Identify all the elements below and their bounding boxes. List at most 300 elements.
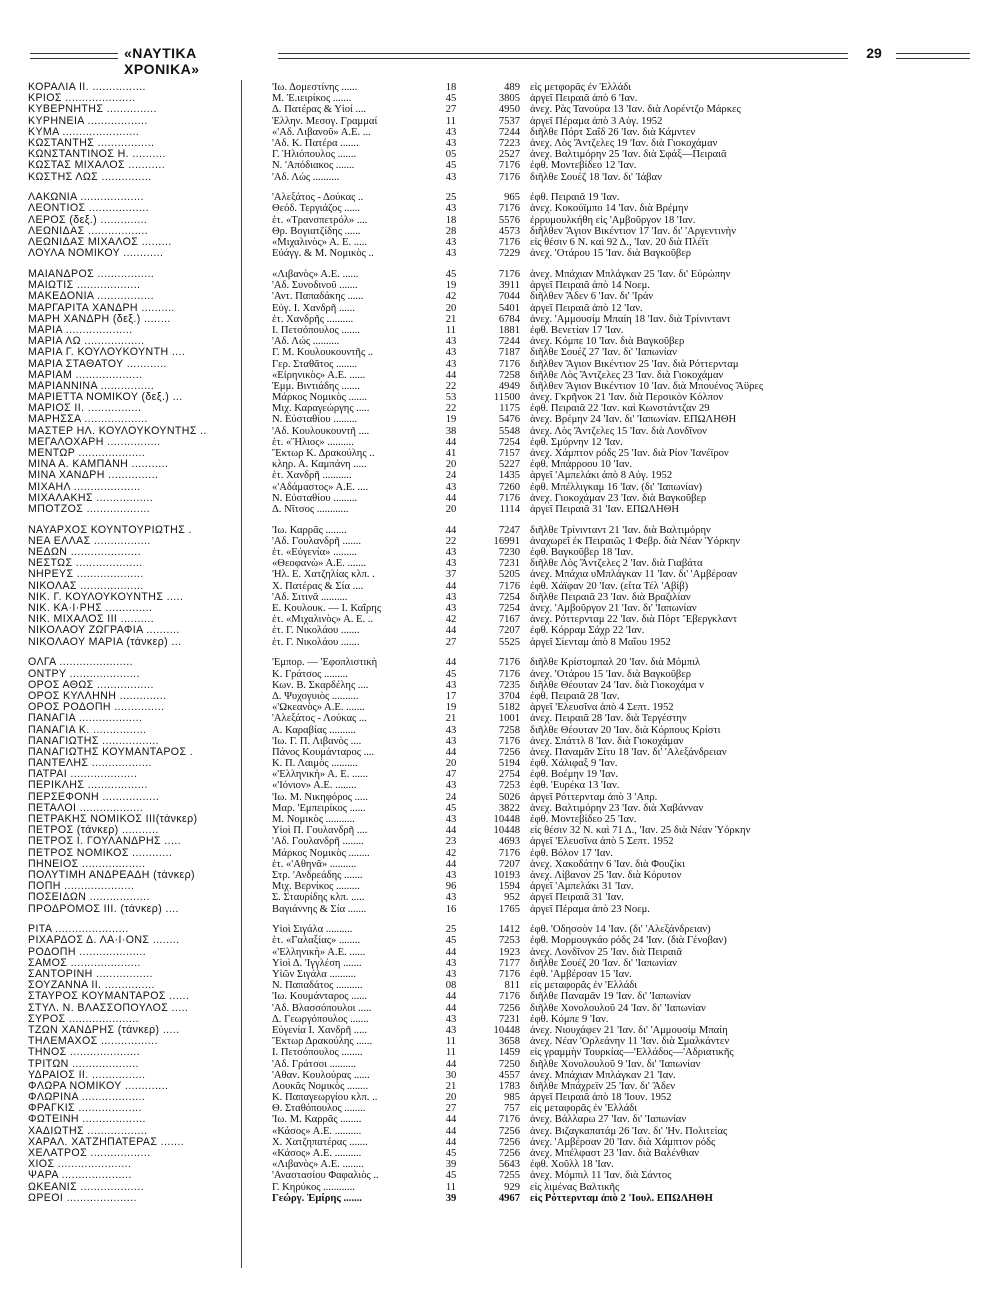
ship-movement: διῆλθε Χονολουλοῦ 9 'Ιαν. δι' 'Ιαπωνίαν [530,1058,701,1070]
ship-movement: διῆλθε Θέουταν 24 'Ιαν. διὰ Γιοκοχάμα ν [530,679,704,691]
ship-tonnage: 1923 [498,946,520,958]
ship-name: ΚΟΡΑΛΙΑ ΙΙ. ................ [28,82,146,93]
ship-name: ΝΗΡΕΥΣ .................... [28,569,144,581]
ship-year: 43 [445,869,457,881]
ship-owner: Κ. Γράτσος ......... [272,668,348,680]
ship-name: ΜΑΡΙΑ ΛΩ .................. [28,336,145,348]
ship-movement: ἀνεχ. Σπάττλ 8 'Ιαν. διὰ Γιοκοχάμαν [530,735,684,747]
ship-tonnage: 7258 [498,369,520,381]
ship-owner: Γ. Ἡλιόπουλος ....... [272,149,357,161]
ship-owner: Πάνος Κουμάνταρος .... [272,746,375,758]
table-row [28,504,978,515]
table-row [28,859,978,870]
ship-name: ΝΙΚΟΛΑΟΥ ΜΑΡΙΑ (τάνκερ) ... [28,636,182,648]
ship-movement: ἀνεχ. Γιοκοχάμαν 23 'Ιαν. διὰ Βαγκοῦβερ [530,492,707,504]
ship-movement: ἐφθ. 'Οδησσὸν 14 'Ιαν. (δι' 'Αλεξάνδρειαν) [530,924,711,936]
ship-year: 44 [445,991,457,1003]
ship-year: 45 [445,935,457,947]
table-row [28,248,978,259]
ship-movement: ἐφθ. Χάλιφαξ 9 'Ιαν. [530,758,618,770]
ship-year: 21 [445,313,457,325]
ship-owner: «Θεοφανὼ» Α.Ε. ....... [272,558,367,570]
ship-tonnage: 6784 [498,313,520,325]
ship-movement: ἐφθ. Βοέμην 19 'Ιαν. [530,769,619,781]
ship-name: ΣΟΥΖΑΝΝΑ ΙΙ. ............... [28,980,155,992]
ship-year: 44 [445,492,457,504]
ship-tonnage: 7044 [498,291,520,303]
ship-tonnage: 7176 [498,171,520,183]
ship-owner: Εὐγενία Ι. Χανδρῆ ..... [272,1024,368,1036]
ship-tonnage: 4950 [498,104,520,116]
table-row [28,881,978,892]
alphabetical-group [28,269,978,515]
ship-name: ΠΕΡΙΚΛΗΣ .................. [28,780,148,792]
ship-year: 25 [445,192,457,204]
table-row [28,116,978,127]
ship-year: 44 [445,746,457,758]
ship-owner: «Κάσος» Α.Ε. .......... [272,1148,362,1160]
table-row [28,437,978,448]
ship-movement: ἀνεχ. 'Οτάρου 15 'Ιαν. διὰ Βαγκοῦβερ [530,668,692,680]
ship-tonnage: 3911 [499,280,520,292]
ship-owner: ἑτ. Χανδρῆ ........... [272,470,352,482]
ship-name: ΠΕΤΑΛΟΙ ................... [28,802,144,814]
ship-movement: ἐφθ. Βόλον 17 'Ιαν. [530,847,613,859]
ship-tonnage: 2754 [498,769,520,781]
table-row [28,403,978,414]
ship-year: 43 [445,481,457,493]
ship-year: 44 [445,1125,457,1137]
ship-year: 43 [445,547,457,559]
ship-name: ΣΤΥΛ. Ν. ΒΛΑΣΣΟΠΟΥΛΟΣ ..... [28,1002,189,1014]
ship-year: 43 [445,358,457,370]
table-row [28,336,978,347]
page-number: 29 [866,45,882,61]
ship-tonnage: 3805 [498,93,520,105]
ship-tonnage: 7231 [498,558,520,570]
ship-name: ΧΑΡΑΛ. ΧΑΤΖΗΠΑΤΕΡΑΣ ....... [28,1136,185,1148]
ship-owner: Ἕκτωρ Κ. Δρακούλης .. [272,448,375,459]
ship-movement: ἐφθ. Πειραιᾶ 22 'Ιαν. καὶ Κωνστάντζαν 29 [530,403,710,415]
ship-name: ΜΑΡΙΑ .................... [28,324,133,336]
ship-owner: 'Αδ. Γουλανδρῆ ....... [272,535,361,547]
ship-movement: ἐφθ. Βενετίαν 17 'Ιαν. [530,324,624,336]
ship-owner: ἑτ. Χανδρῆς .......... [272,313,354,325]
ship-owner: Εὐάγγ. & Μ. Νομικὸς .. [272,248,374,260]
ship-owner: Λουκᾶς Νομικὸς ........ [272,1080,369,1092]
ship-owner: «Λιβανὸς» Α.Ε. ...... [272,269,359,280]
table-row [28,836,978,847]
ship-owner: 'Ηλ. Ε. Χατζηλίας κλπ. . [272,569,375,581]
ship-movement: ἐφθ. Σμύρνην 12 'Ιαν. [530,436,623,448]
ship-owner: Δ. Νῖτσος ............ [272,503,349,515]
ship-name: ΜΕΝΤΩΡ .................... [28,448,146,459]
ship-name: ΝΑΥΑΡΧΟΣ ΚΟΥΝΤΟΥΡΙΩΤΗΣ . [28,524,192,536]
ship-name: ΣΑΝΤΟΡΙΝΗ ................. [28,969,153,981]
ship-year: 28 [445,225,457,237]
ship-owner: Μ. Ἐ.ιειρίκος ....... [272,93,352,105]
ship-owner: Μάρκος Νομικὸς ....... [272,392,367,404]
ship-tonnage: 3658 [498,1036,520,1048]
table-row [28,657,978,668]
ship-owner: 'Αδ. Λώς .......... [272,336,340,348]
table-row [28,969,978,980]
table-row [28,991,978,1002]
table-row [28,426,978,437]
ship-movement: ἀνεχ. Βαλτιμόρην 25 'Ιαν. διὰ Σφάξ—Πειραιᾶ [530,149,727,161]
ship-name: ΝΙΚ. ΚΑ·Ι·ΡΗΣ .............. [28,603,153,615]
ship-tonnage: 929 [504,1181,520,1193]
ship-movement: ἐφθ. Πειραιᾶ 28 'Ιαν. [530,690,620,702]
ship-movement: ἀνεχ. Μπέλφαστ 23 'Ιαν. διὰ Βαλένθιαν [530,1148,700,1160]
ship-movement: ἀργεῖ Πειραιᾶ ἀπὸ 12 'Ιαν. [530,302,643,314]
ship-tonnage: 7256 [498,1148,520,1160]
ship-owner: ἑτ. «Ἥλιος» .......... [272,436,354,448]
ship-name: ΜΑΡΗ ΧΑΝΔΡΗ (δεξ.) ........ [28,313,171,325]
ship-tonnage: 5205 [498,569,520,581]
ship-year: 43 [445,248,457,260]
ship-tonnage: 4557 [498,1069,520,1081]
ship-movement: ἀνεχ. Ρὰς Τανούρα 13 'Ιαν. διὰ Λορέντζο Μάρκες [530,104,741,116]
ship-movement: διῆλθεν Ἅγιον Βικέντιον 17 'Ιαν. δι' 'Αργεντινὴν [530,225,736,237]
table-row [28,614,978,625]
ship-name: ΜΑΙΩΤΙΣ ................... [28,280,141,292]
ship-year: 24 [445,470,457,482]
ship-name: ΜΑΡΙΑΝΝΙΝΑ ................ [28,380,155,392]
ship-tonnage: 10448 [493,825,520,837]
table-row [28,792,978,803]
ship-owner: «'Ελληνικὴ» Α.Ε. ...... [272,946,366,958]
ship-movement: ἀνεχ. Λὸς Ἄντζελες 19 'Ιαν. διὰ Γιοκοχάμαν [530,137,718,149]
table-row [28,625,978,636]
ship-year: 96 [445,881,457,893]
ship-movement: εἰς θέσιν 6 Ν. καὶ 92 Δ., 'Ιαν. 20 διὰ Πλέϊτ [530,237,709,249]
ship-tonnage: 7176 [498,847,520,859]
ship-owner: Ν. 'Απόδιακος ....... [272,160,355,172]
ship-owner: 'Αδ. Κ. Πατέρα ....... [272,137,359,149]
ship-name: ΦΩΤΕΙΝΗ ................... [28,1114,146,1126]
table-row [28,459,978,470]
ship-owner: «Λιβανὸς» Α.Ε. ........ [272,1159,364,1171]
ship-year: 08 [445,980,457,992]
ship-owner: ἑτ. «Γαλαξίας» ........ [272,935,361,947]
ship-movement: διῆλθε Πειραιᾶ 23 'Ιαν. διὰ Βραζιλίαν [530,591,691,603]
ship-movement: διῆλθε Παναμᾶν 19 'Ιαν. δι' 'Ιαπωνίαν [530,991,691,1003]
ship-movement: ἐφθ. Χάϊφαν 20 'Ιαν. (εἶτα Τέλ 'Αβίβ) [530,580,689,592]
ship-movement: διῆλθε Λὸς Ἄντζελες 2 'Ιαν. διὰ Γιαβάτα [530,558,703,570]
ship-name: ΦΡΑΓΚΙΣ ................... [28,1103,142,1115]
ship-movement: διῆλθεν Ἄδεν 6 'Ιαν. δι' 'Ιράν [530,291,654,303]
ship-year: 11 [445,1181,457,1193]
table-row [28,525,978,536]
ship-name: ΜΑΚΕΔΟΝΙΑ ................. [28,291,154,303]
ship-tonnage: 7176 [498,969,520,981]
table-row [28,1059,978,1070]
ship-year: 42 [445,614,457,626]
ship-tonnage: 10448 [493,1024,520,1036]
ship-movement: διῆλθεν Ἅγιον Βικέντιον 10 'Ιαν. διὰ Μπουένος Ἄϋρες [530,380,764,392]
ship-tonnage: 7207 [498,858,520,870]
table-row [28,1014,978,1025]
ship-year: 22 [445,403,457,415]
ship-tonnage: 7176 [498,203,520,215]
ship-tonnage: 7229 [498,248,520,260]
ship-movement: ἀργεῖ Πέραμα ἀπὸ 23 Νοεμ. [530,903,650,915]
ship-tonnage: 5227 [498,459,520,471]
ship-tonnage: 7260 [498,481,520,493]
ship-movement: ἀνεχ. Βαλτιμόρην 23 'Ιαν. διὰ Χαβάνναν [530,802,704,814]
ship-movement: εἰς λιμένας Βαλτικῆς [530,1181,620,1193]
ship-tonnage: 7247 [498,524,520,536]
ship-year: 42 [445,847,457,859]
ship-year: 43 [445,603,457,615]
table-row [28,958,978,969]
ship-movement: ἀνεχ. Γκρῆνοκ 21 'Ιαν. διὰ Περσικὸν Κόλπον [530,392,724,404]
ship-movement: ἀνεχ. Λίβανον 25 'Ιαν. διὰ Κόρυτον [530,869,682,881]
ship-owner: Μαρ. 'Εμπειρίκος ...... [272,802,366,814]
ship-tonnage: 1594 [498,881,520,893]
ship-tonnage: 7244 [498,126,520,138]
ship-name: ΜΑΡΙΟΣ ΙΙ. ................ [28,403,142,415]
table-row [28,747,978,758]
ship-name: ΩΚΕΑΝΙΣ ................... [28,1181,144,1193]
ship-name: ΚΡΙΟΣ ..................... [28,93,136,105]
ship-name: ΚΩΣΤΗΣ ΛΩΣ ............... [28,171,152,183]
table-row [28,127,978,138]
ship-tonnage: 7258 [498,724,520,736]
ship-owner: ἑτ. Γ. Νικολάου ....... [272,625,360,637]
ship-owner: Γεώργ. Ἐμίρης ....... [272,1192,363,1204]
ship-name: ΚΥΒΕΡΝΗΤΗΣ ............... [28,104,157,116]
ship-year: 43 [445,735,457,747]
ship-owner: 'Αδ. Λώς .......... [272,171,340,183]
ship-tonnage: 7176 [498,735,520,747]
ship-name: ΛΕΩΝΙΔΑΣ .................. [28,225,149,237]
ship-owner: Ἐμμ. Βιντιάδης ....... [272,380,360,392]
ship-year: 39 [445,1192,457,1204]
ship-tonnage: 5643 [498,1159,520,1171]
ship-owner: Ἕκτωρ Δρακούλης ...... [272,1036,373,1048]
ship-owner: Ν. Εὐσταθίου ......... [272,414,358,426]
ship-movement: ἀνεχ. Βάλλαρω 27 'Ιαν. δι' 'Ιαπωνίαν [530,1114,687,1126]
table-row [28,603,978,614]
ship-movement: ἀνεχ. Κοκούϊμπο 14 'Ιαν. διὰ Βρέμην [530,203,689,215]
ship-movement: ἐφθ. Μπάρροου 10 'Ιαν. [530,459,632,471]
ship-name: ΜΕΓΑΛΟΧΑΡΗ ................ [28,436,161,448]
ship-name: ΠΟΛΥΤΙΜΗ ΑΝΔΡΕΑΔΗ (τάνκερ) [28,869,195,881]
ship-owner: Ἑλλην. Μεσογ. Γραμμαί [272,115,378,127]
table-row [28,1148,978,1159]
table-row [28,702,978,713]
ship-year: 11 [445,1036,457,1048]
ship-year: 43 [445,558,457,570]
ship-year: 43 [445,126,457,138]
table-row [28,414,978,425]
ship-tonnage: 1459 [498,1047,520,1059]
ship-tonnage: 5476 [498,414,520,426]
table-row [28,314,978,325]
ship-movement: ἐφθ. Βαγκοῦβερ 18 'Ιαν. [530,547,634,559]
ship-name: ΝΙΚΟΛΑΣ ................... [28,580,144,592]
ship-year: 43 [445,1013,457,1025]
ship-owner: 'Αλεξάτος - Δούκας .. [272,192,364,204]
ship-tonnage: 952 [504,892,520,904]
ship-movement: ἀργεῖ Ρόττερνταμ ἀπὸ 3 'Απρ. [530,791,658,803]
ship-year: 44 [445,825,457,837]
ship-movement: εἰς μετφορᾶς ἐν Ἑλλάδι [530,82,632,93]
ship-name: ΚΥΜΑ ....................... [28,126,140,138]
ship-year: 18 [445,82,457,93]
ship-name: ΜΑΡΗΣΣΑ ................... [28,414,148,426]
ship-tonnage: 7176 [498,1114,520,1126]
ship-year: 44 [445,625,457,637]
ship-year: 43 [445,724,457,736]
ship-year: 16 [445,903,457,915]
ship-year: 19 [445,280,457,292]
table-row [28,226,978,237]
ship-name: ΦΛΩΡΑ ΝΟΜΙΚΟΥ ............. [28,1080,169,1092]
ship-owner: Ε. Κουλουκ. — Ι. Καΐρης [272,603,382,615]
ship-name: ΛΑΚΩΝΙΑ ................... [28,192,144,204]
ship-owner: 'Αδ. Γράτσοι .......... [272,1058,357,1070]
table-row [28,581,978,592]
ship-tonnage: 7176 [498,991,520,1003]
ship-owner: 'Αδ. Βλασσόπουλοι ..... [272,1002,372,1014]
ship-movement: ἀργεῖ Πειραιᾶ ἀπὸ 14 Νοεμ. [530,280,650,292]
ship-owner: κληρ. Α. Καμπάνη ..... [272,459,367,471]
ship-tonnage: 16991 [493,535,520,547]
table-row [28,1036,978,1047]
ship-name: ΜΠΟΤΖΟΣ ................... [28,503,151,515]
table-row [28,172,978,183]
ship-movement: ἀνεχ. 'Αμβοῦργον 21 'Ιαν. δι' 'Ιαπωνίαν [530,603,697,615]
ship-year: 45 [445,1148,457,1160]
alphabetical-group [28,82,978,183]
ship-year: 20 [445,302,457,314]
ship-year: 41 [445,448,457,459]
ship-tonnage: 757 [504,1103,520,1115]
ship-owner: Υἱῶν Σιγάλα .......... [272,969,356,981]
table-row [28,470,978,481]
ship-name: ΜΙΧΑΛΑΚΗΣ ................. [28,492,154,504]
ship-year: 43 [445,969,457,981]
ship-tonnage: 1175 [499,403,520,415]
ship-tonnage: 10193 [493,869,520,881]
ship-year: 43 [445,957,457,969]
ship-owner: Δ. Γεωργόπουλος ....... [272,1013,369,1025]
ship-tonnage: 7157 [498,448,520,459]
ship-owner: 'Ιω. Κουμάνταρος ...... [272,991,368,1003]
ship-movement: διῆλθεν Ἅγιον Βικέντιον 25 'Ιαν. διὰ Ρόττερνταμ [530,358,739,370]
table-row [28,904,978,915]
ship-name: ΜΑΣΤΕΡ ΗΛ. ΚΟΥΛΟΥΚΟΥΝΤΗΣ .. [28,425,207,437]
ship-tonnage: 1114 [499,503,520,515]
ship-year: 43 [445,780,457,792]
ship-tonnage: 10448 [493,814,520,825]
ship-name: ΥΔΡΑΙΟΣ ΙΙ. ................ [28,1069,146,1081]
table-row [28,569,978,580]
ship-owner: 'Αδ. Γουλανδρῆ ........ [272,836,364,848]
ship-movement: ἀργεῖ Πέραμα ἀπὸ 3 Αὐγ. 1952 [530,115,663,127]
ship-owner: Υἱοὶ Δ. 'Ιγγλέση ....... [272,957,362,969]
ship-movement: ἀναχωρεῖ ἐκ Πειραιῶς 1 Φεβρ. διὰ Νέαν Ὑόρκην [530,535,741,547]
table-row [28,392,978,403]
ship-movement: ἀνεχ. Λὸς Ἄντζελες 15 'Ιαν. διὰ Λονδῖνον [530,425,707,437]
table-row [28,947,978,958]
ship-movement: διῆλθε Χονολουλοῦ 24 'Ιαν. δι' 'Ιαπωνίαν [530,1002,706,1014]
ship-name: ΠΕΤΡΟΣ Ι. ΓΟΥΛΑΝΔΡΗΣ ..... [28,836,182,848]
ship-name: ΟΡΟΣ ΚΥΛΛΗΝΗ .............. [28,690,167,702]
ship-name: ΤΡΙΤΩΝ .................... [28,1058,139,1070]
ship-movement: διῆλθε Κρίστομπαλ 20 'Ιαν. διὰ Μόμπιλ [530,657,701,669]
ship-movement: ἀνεχ. Παναμᾶν Σίτυ 18 'Ιαν. δι' 'Αλεξάνδρειαν [530,746,727,758]
ship-name: ΝΙΚ. Γ. ΚΟΥΛΟΥΚΟΥΝΤΗΣ ..... [28,591,184,603]
ship-year: 43 [445,336,457,348]
ship-tonnage: 7176 [498,237,520,249]
table-row [28,1081,978,1092]
ship-movements-table [28,82,978,1214]
ship-name: ΠΑΝΑΓΙΩΤΗΣ ................. [28,735,159,747]
ship-tonnage: 5525 [498,636,520,648]
ship-year: 47 [445,769,457,781]
ship-owner: Μάρκος Νομικὸς ........ [272,847,370,859]
ship-owner: Μιχ. Βερνίκος ......... [272,881,360,893]
ship-year: 27 [445,104,457,116]
table-row [28,448,978,459]
table-row [28,935,978,946]
ship-owner: Χ. Πατέρας & Σία .... [272,580,364,592]
ship-owner: Υἱοὶ Π. Γουλανδρῆ .... [272,825,368,837]
ship-year: 45 [445,93,457,105]
ship-movement: ἀνεχ. Μπάχιαν Μπλάγκαν 25 'Ιαν. δι' Εὐρώπην [530,269,731,280]
table-row [28,1092,978,1103]
ship-owner: Θ. Σταθόπουλος ........ [272,1103,366,1115]
ship-movement: διῆλθε Θέουταν 20 'Ιαν. διὰ Κόρπους Κρίστι [530,724,721,736]
table-row [28,924,978,935]
alphabetical-group [28,525,978,648]
ship-year: 11 [445,1047,457,1059]
table-row [28,325,978,336]
ship-tonnage: 7254 [498,603,520,615]
ship-name: ΠΑΝΑΓΙΑ Κ. ................ [28,724,147,736]
ship-year: 43 [445,237,457,249]
ship-year: 43 [445,171,457,183]
ship-movement: ἐφθ. Πειραιᾶ 19 'Ιαν. [530,192,620,204]
ship-tonnage: 1001 [498,713,520,725]
ship-name: ΡΙΤΑ ...................... [28,924,129,936]
ship-name: ΠΕΤΡΑΚΗΣ ΝΟΜΙΚΟΣ ΙΙΙ(τάνκερ) [28,814,198,825]
ship-year: 45 [445,160,457,172]
ship-tonnage: 7176 [498,269,520,280]
table-row [28,536,978,547]
table-row [28,303,978,314]
ship-owner: ἑτ. «Μιχαλινὸς» Α. Ε. .. [272,614,374,626]
ship-name: ΟΡΟΣ ΑΘΩΣ ................. [28,679,154,691]
ship-movement: ἐφθ. Χοῦλλ 18 'Ιαν. [530,1159,614,1171]
ship-owner: Ι. Πετσόπουλος ....... [272,324,360,336]
ship-year: 20 [445,503,457,515]
ship-tonnage: 7176 [498,358,520,370]
ship-tonnage: 7230 [498,547,520,559]
ship-year: 43 [445,892,457,904]
ship-movement: ἀνεχ. Λονδῖνον 25 'Ιαν. διὰ Πειραιᾶ [530,946,682,958]
ship-movement: εἰς μεταφορᾶς ἐν 'Ελλάδι [530,980,638,992]
ship-movement: ἀνεχ. Μπάχια υΜπλάγκαν 11 'Ιαν. δι' 'Αμβέρσαν [530,569,738,581]
table-row [28,803,978,814]
ship-movement: ἐφθ. Μπέλλιγκαμ 16 'Ιαν. (δι' 'Ιαπωνίαν) [530,481,703,493]
ship-owner: ἑτ. «Εὐγενία» ......... [272,547,357,559]
ship-year: 53 [445,392,457,404]
